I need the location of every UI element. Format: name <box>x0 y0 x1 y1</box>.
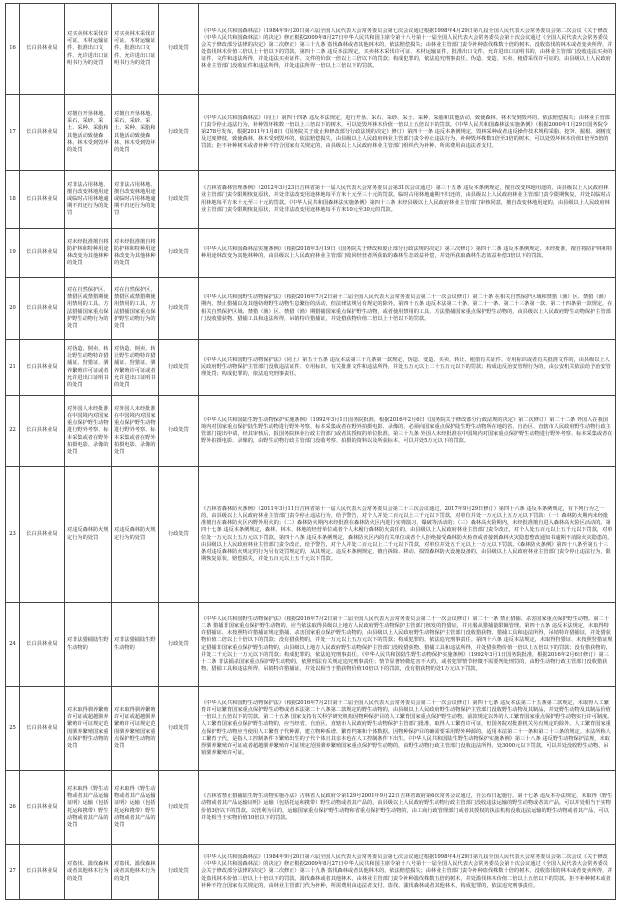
item-name-cell: 对违反森林防火规定行为的处罚 <box>65 467 112 603</box>
legal-basis-cell <box>199 171 616 229</box>
item-name-cell: 对未取得《野生动物或者其产品运输证明》运输（包括托运和携带）野生动物或者其产品的处罚 <box>65 771 112 845</box>
dept-cell: 长白县林业局 <box>20 603 65 687</box>
dept-cell: 长白县林业局 <box>20 467 65 603</box>
table-row <box>6 278 616 340</box>
sub-item-cell: 对买卖林木采伐许可证、木材运输证件、批准出口文件、允许进出口证明书行为的处罚 <box>112 4 159 95</box>
item-name-cell: 对非法占用林地、擅自改变林地用途或临时占用林地逾期不归还行为的处罚 <box>65 171 112 229</box>
legal-basis-cell <box>199 229 616 278</box>
table-row <box>6 687 616 771</box>
legal-basis-text: 《中华人民共和国森林法》（1984年9月20日第六届全国人民代表大会常务委员会第七次会议通过根据1998年4月29日第九届全国人民代表大会常务委员会第二次会议《关于修改〈中华人民共和国森林法〉的决定》修正根据2009年8月27日中华人民共和国主席令第十八号第十一届全国人民代表大会常务委员会第十次会议通过《全国人民代表大会常务委员会关于修改部分法律的决定》第二次修正）第三十九条 盗伐森林或者其他林木的，依法赔偿损失；由林业主管部门责令补种盗伐株数十倍的树木，没收盗伐的林木或者变卖所得，并处盗伐林木价值三倍以上十倍以下的罚款。滥伐森林或者其他林木，由林业主管部门责令补种滥伐株数五倍的树木，并处滥伐林木价值二倍以上五倍以下的罚款。拒不补种树木或者补种不符合国家有关规定的，由林业主管部门代为补种，所需费用由违法者支付。盗伐、滥伐森林或者其他林木，构成犯罪的，依法追究刑事责任。 <box>201 854 613 889</box>
legal-basis-text: 《中华人民共和国陆生野生动物保护实施条例》（1992年3月1日国务院批准，根据2016年2月6日《国务院关于修改部分行政法规的决定》第二次修订）第二十二条 外国人在我国境内对国家重点保护陆生野生动物进行野外考察、标本采集或者在野外拍摄电影、录像的，必须向国家重点保护陆生野生动物所在地的省、自治区、直辖市人民政府野生动物行政主管部门提出申请，经其审核后，报国务院林业行政主管部门或者其授权的单位批准。第三十九条 外国人未经批准在中国境内对国家重点保护野生动物进行野外考察、标本采集或者在野外拍摄电影、录像的，由野生动物行政主管部门没收考察、拍摄的资料以及所获标本，可以并处5万元以下的罚款。 <box>201 416 613 445</box>
row-number: 23 <box>6 467 20 603</box>
legal-basis-text: 《吉林省禁止猎捕陆生野生动物实施办法》吉林省人民政府令第129号2001年9月22日吉林省政府第6次常务会议通过，自公布日起施行。第十七条 违反本办法规定，未取得《野生动物或者其产品运输证明》运输（包括托运和携带）野生动物或者其产品的，由县级以上人民政府野生动物行政主管部门没收违法运输的野生动物或者其产品，可以并处相当于实物价值3倍以下的罚款。以营利为目的，运输国家重点保护野生动物和省重点保护野生动物的，由工商行政管理部门或者其授权的执法机构没收违法运输的野生动物或者其产品，可以并处相当于实物价值10倍以下的罚款。 <box>201 793 613 821</box>
row-number: 24 <box>6 603 20 687</box>
dept-cell: 长白县林业局 <box>20 95 65 171</box>
legal-basis-cell <box>199 467 616 603</box>
legal-basis-cell <box>199 687 616 771</box>
type-cell: 行政处罚 <box>159 278 199 340</box>
sub-item-cell: 对未取得驯养繁殖许可证或超越驯养繁殖许可证规定范围驯养繁殖国家重点保护野生动物的处罚 <box>112 687 159 771</box>
sub-item-cell: 对伪造、倒卖、转让野生动物特许猎捕证、狩猎证、驯养繁殖许可证或者允许进出口证明书的处罚 <box>112 340 159 396</box>
item-name-cell: 对伪造、倒卖、转让野生动物特许猎捕证、狩猎证、驯养繁殖许可证或者允许进出口证明书的处罚 <box>65 340 112 396</box>
row-number: 18 <box>6 171 20 229</box>
legal-basis-cell <box>199 771 616 845</box>
type-cell: 行政处罚 <box>159 603 199 687</box>
table-row <box>6 396 616 467</box>
type-cell: 行政处罚 <box>159 340 199 396</box>
row-number: 19 <box>6 229 20 278</box>
table-row <box>6 340 616 396</box>
type-cell: 行政处罚 <box>159 845 199 900</box>
table-row <box>6 4 616 95</box>
type-cell: 行政处罚 <box>159 4 199 95</box>
table-body <box>6 4 616 900</box>
sub-item-cell: 对外国人未经批准在中国境内对国家重点保护野生动物进行野外考察、标本采集或者在野外拍摄电影、录像的处罚 <box>112 396 159 467</box>
row-number: 22 <box>6 396 20 467</box>
regulation-table <box>5 3 616 900</box>
legal-basis-text: 《中华人民共和国森林法实施条例》（根据2018年3月19日《国务院关于修改和废止部分行政法规的决定》第三次修订）第四十二条 违反本条例规定，未经批准，擅自将防护林和特种用途林改变为其他林种的，由县级以上人民政府林业主管部门收回经营者所获取的森林生态效益补偿，并处所获取森林生态效益补偿3倍以下的罚款。 <box>201 245 613 259</box>
legal-basis-cell <box>199 4 616 95</box>
dept-cell: 长白县林业局 <box>20 278 65 340</box>
dept-cell: 长白县林业局 <box>20 845 65 900</box>
legal-basis-cell <box>199 340 616 396</box>
legal-basis-text: 《中华人民共和国野生动物保护法》（同上）第五十五条 违反本法第三十九条第一款规定，伪造、变造、买卖、转让、租借有关证件、专用标识或者有关批准文件的，由县级以上人民政府野生动物保护主管部门没收违法证件、专用标识、有关批准文件和违法所得，并处五万元以上二十五万元以下的罚款；构成违反治安管理行为的，由公安机关依法给予治安管理处罚；构成犯罪的，依法追究刑事责任。 <box>201 356 611 378</box>
type-cell: 行政处罚 <box>159 229 199 278</box>
sub-item-cell: 对非法猎捕陆生野生动物的 <box>112 603 159 687</box>
legal-basis-text: 《吉林省森林管理条例》（2012年3月23日吉林省第十一届人民代表大会常务委员会第31次会议通过）第三十五条 违反本条例规定，擅自改变林地用途的，由县级以上人民政府林业主管部门责令限期恢复原状，并处非法改变用途林地每平方米十元至三十元的罚款。临时占用林地逾期不归还的，由县级以上人民政府林业主管部门责令限期恢复，并处以临时占用林地每平方米十元至三十元的罚款。《中华人民共和国森林法实施条例》第四十三条 未经县级以上人民政府林业主管部门审核同意，擅自改变林地用途的，由县级以上人民政府林业主管部门责令限期恢复原状，并处非法改变用途林地每平方米10元至30元的罚款。 <box>201 185 611 213</box>
type-cell: 行政处罚 <box>159 171 199 229</box>
sub-item-cell: 对非法占用林地、擅自改变林地用途或临时占用林地逾期不归还行为的处罚 <box>112 171 159 229</box>
sub-item-cell: 对擅自开垦林地、采石、采砂、采土、采种、采脂和其他活动致使森林、林木受到毁坏的处罚 <box>112 95 159 171</box>
type-cell: 行政处罚 <box>159 396 199 467</box>
row-number: 25 <box>6 687 20 771</box>
item-name-cell: 对在自然保护区、禁猎区或禁猎期使用禁用的工具、方法猎捕国家重点保护野生动物行为的处罚 <box>65 278 112 340</box>
legal-basis-cell <box>199 278 616 340</box>
type-cell: 行政处罚 <box>159 687 199 771</box>
type-cell: 行政处罚 <box>159 467 199 603</box>
legal-basis-text: 《吉林省森林防火条例》（2011年3月11日吉林省第十一届人民代表大会常务委员会第二十三次会议通过，2017年9月29日修订）第四十六条 违反本条例规定，有下列行为之一的，由县级以上人民政府林业主管部门责令停止违法行为，给予警告，对个人并处二百元以上三千元以下罚款，对单位并处一万元以上五万元以下罚款：（一）森林防火期内未经批准擅自在森林防火区内野外用火的；（二）森林防火期内未经批准在森林防火区内进行实弹演习、爆破等活动的；（三）森林高火险期内，未经批准擅自进入森林高火险区活动的。第四十七条 违反本条例规定，森林、林木、林地的经营单位或者个人未履行森林防火责任的，由县级以上人民政府林业主管部门责令改正，对个人处五百元以上五千元以下罚款，对单位处一万元以上五万元以下罚款。第四十八条 违反本条例规定，森林防火区内的有关单位或者个人拒绝接受森林防火检查或者接到森林火灾隐患整改通知书逾期不消除火灾隐患的，由县级以上人民政府林业主管部门责令改正，给予警告，对个人并处二百元以上二千元以下罚款，对单位并处五千元以上一万元以下罚款。《森林防火条例》第四十八条至第五十三条对违反森林防火规定的行为另有处罚规定的，从其规定。违反本条例规定，擅自拆除、移动、损毁森林防火设施设备的，由县级以上人民政府林业主管部门责令停止违法行为，限期恢复原状，赔偿损失，并处五百元以上五千元以下罚款。 <box>201 506 613 562</box>
table-row <box>6 171 616 229</box>
item-name-cell: 对外国人未经批准在中国境内对国家重点保护野生动物进行野外考察、标本采集或者在野外拍摄电影、录像的处罚 <box>65 396 112 467</box>
table-row <box>6 467 616 603</box>
legal-basis-cell <box>199 95 616 171</box>
legal-basis-cell <box>199 845 616 900</box>
row-number: 21 <box>6 340 20 396</box>
sub-item-cell: 对未经批准擅自将防护林和特种用途林改变为其他林种的处罚 <box>112 229 159 278</box>
item-name-cell: 对擅自开垦林地、采石、采砂、采土、采种、采脂和其他活动致使森林、林木受到毁坏的处罚 <box>65 95 112 171</box>
row-number: 26 <box>6 771 20 845</box>
dept-cell: 长白县林业局 <box>20 771 65 845</box>
item-name-cell: 对未取得驯养繁殖许可证或超越驯养繁殖许可证规定范围驯养繁殖国家重点保护野生动物的处罚 <box>65 687 112 771</box>
table-row <box>6 229 616 278</box>
item-name-cell: 对盗伐、滥伐森林或者其他林木行为的处罚 <box>65 845 112 900</box>
table-row <box>6 771 616 845</box>
legal-basis-cell <box>199 396 616 467</box>
sub-item-cell: 对盗伐、滥伐森林或者其他林木行为的处罚 <box>112 845 159 900</box>
sub-item-cell: 对在自然保护区、禁猎区或禁猎期使用禁用的工具、方法猎捕国家重点保护野生动物行为的处罚 <box>112 278 159 340</box>
table-row <box>6 95 616 171</box>
row-number: 27 <box>6 845 20 900</box>
legal-basis-cell <box>199 603 616 687</box>
legal-basis-text: 《中华人民共和国野生动物保护法》（根据2016年7月2日第十二届全国人民代表大会常务委员会第二十一次会议修订）第四十七条 违反本法第二十五条第二款规定，未取得人工繁育许可证繁育国家重点保护野生动物或者本法第二十八条第二款规定的野生动物的，由县级以上人民政府野生动物保护主管部门没收野生动物及其制品，并处野生动物及其制品价值一倍以上五倍以下的罚款。第二十五条 国家支持有关科学研究机构因物种保护目的人工繁育国家重点保护野生动物。前款规定以外的人工繁育国家重点保护野生动物实行许可制度。人工繁育国家重点保护野生动物的，应当经省、自治区、直辖市人民政府野生动物保护主管部门批准，取得人工繁育许可证，但国务院对批准机关另有规定的除外。人工繁育国家重点保护野生动物应当使用人工繁育子代种源，建立物种系谱、繁育档案和个体数据。因物种保护目的确需要采用野外种源的，适用本法第二十一条和第二十三条的规定。本法所称人工繁育子代，是指人工控制条件下繁殖出生的子代个体且其亲本也在人工控制条件下出生。《中华人民共和国陆生野生动物保护实施条例》第三十八条 违反野生动物保护法规，未取得驯养繁殖许可证或者超越驯养繁殖许可证规定范围驯养繁殖国家重点保护野生动物的，由野生动物行政主管部门没收违法所得，处3000元以下罚款，可以并处没收野生动物、吊销驯养繁殖许可证。 <box>201 700 613 756</box>
dept-cell: 长白县林业局 <box>20 340 65 396</box>
sub-item-cell: 对未取得《野生动物或者其产品运输证明》运输（包括托运和携带）野生动物或者其产品的处罚 <box>112 771 159 845</box>
dept-cell: 长白县林业局 <box>20 171 65 229</box>
type-cell: 行政处罚 <box>159 771 199 845</box>
row-number: 17 <box>6 95 20 171</box>
row-number: 16 <box>6 4 20 95</box>
dept-cell: 长白县林业局 <box>20 229 65 278</box>
dept-cell: 长白县林业局 <box>20 396 65 467</box>
item-name-cell: 对非法猎捕陆生野生动物的 <box>65 603 112 687</box>
item-name-cell: 对买卖林木采伐许可证、木材运输证件、批准出口文件、允许进出口证明书行为的处罚 <box>65 4 112 95</box>
table-row <box>6 603 616 687</box>
dept-cell: 长白县林业局 <box>20 687 65 771</box>
legal-basis-text: 《中华人民共和国森林法》（1984年9月20日第六届全国人民代表大会常务委员会第七次会议通过根据1998年4月29日第九届全国人民代表大会常务委员会第二次会议《关于修改〈中华人民共和国森林法〉的决定》修正根据2009年8月27日中华人民共和国主席令第十八号第十一届全国人民代表大会常务委员会第十次会议通过《全国人民代表大会常务委员会关于修改部分法律的决定》第二次修正）第三十九条 盗伐森林或者其他林木的，依法赔偿损失；由林业主管部门责令补种盗伐株数十倍的树木，没收盗伐的林木或者变卖所得，并处盗伐林木价值三倍以上十倍以下的罚款。第四十二条 违反本法规定，买卖林木采伐许可证、木材运输证件、批准出口文件、允许进出口证明书的，由林业主管部门没收违法买卖的证件、文件和违法所得，并处违法买卖证件、文件的价款一倍以上三倍以下的罚款；构成犯罪的，依法追究刑事责任。伪造、变造、买卖、租借采伐许可证的，由县级以上人民政府林业主管部门没收证件和违法所得，并处违法所得一倍以上三倍以下的罚款。 <box>201 27 613 70</box>
legal-basis-text: 《中华人民共和国野生动物保护法》（根据2016年7月2日第十二届全国人民代表大会常务委员会第二十一次会议修订）第二十条 在相关自然保护区域和禁猎（渔）区、禁猎（渔）期内，禁止猎捕以及其他妨碍野生动物生息繁衍的活动，但法律法规另有规定的除外。第四十五条 违反本法第二十条、第二十一条、第二十三条第一款、第二十四条第一款规定，在相关自然保护区域、禁猎（渔）区、禁猎（渔）期猎捕国家重点保护野生动物，或者使用禁用的工具、方法猎捕国家重点保护野生动物的，由县级以上人民政府野生动物保护主管部门没收猎获物、猎捕工具和违法所得，吊销特许猎捕证，并处猎获物价值二倍以上十倍以下的罚款。 <box>201 294 613 322</box>
type-cell: 行政处罚 <box>159 95 199 171</box>
dept-cell: 长白县林业局 <box>20 4 65 95</box>
row-number: 20 <box>6 278 20 340</box>
legal-basis-text: 《中华人民共和国森林法》（同上）第四十四条 违反本法规定，进行开垦、采石、采砂、采土、采种、采脂和其他活动，致使森林、林木受到毁坏的，依法赔偿损失；由林业主管部门责令停止违法行为，补种毁坏株数一倍以上三倍以下的树木，可以处毁坏林木价值一倍以上五倍以下的罚款。《中华人民共和国森林法实施条例》（根据2000年1月29日国务院令第278号发布，根据2011年1月8日《国务院关于废止和修改部分行政法规的决定》修订）第四十一条 违反本条例规定，毁林采种或者违反操作技术规程采脂、挖笋、掘根、剥树皮及过度修枝，致使森林、林木受到毁坏的，依法赔偿损失，由县级以上人民政府林业主管部门责令停止违法行为，补种毁坏株数1倍至3倍的树木，可以处毁坏林木价值1倍至5倍的罚款；拒不补种树木或者补种不符合国家有关规定的，由县级以上人民政府林业主管部门组织代为补种，所需费用由违法者支付。 <box>201 114 612 150</box>
legal-basis-text: 《中华人民共和国野生动物保护法》（根据2016年7月2日第十二届全国人民代表大会常务委员会第二十一次会议修订）第二十一条 禁止猎捕、杀害国家重点保护野生动物。第二十二条 猎捕非国家重点保护野生动物的，应当依法取得县级以上地方人民政府野生动物保护主管部门核发的狩猎证，并且服从猎捕量限额管理。第四十五条 违反本法规定，未取得特许猎捕证、未按照特许猎捕证规定猎捕、杀害国家重点保护野生动物的，由县级以上人民政府野生动物保护主管部门没收猎获物、猎捕工具和违法所得，吊销特许猎捕证，并处猎获物价值二倍以上十倍以下的罚款；没有猎获物的，并处一万元以上五万元以下的罚款；构成犯罪的，依法追究刑事责任。第四十六条 违反本法规定，未取得狩猎证、未按照狩猎证规定猎捕非国家重点保护野生动物的，由县级以上地方人民政府野生动物保护主管部门没收猎获物、猎捕工具和违法所得，并处猎获物价值一倍以上五倍以下的罚款；没有猎获物的，并处二千元以上一万元以下的罚款；构成犯罪的，依法追究刑事责任。《中华人民共和国陆生野生动物保护实施条例》（1992年3月1日国务院批准，根据2016年2月6日修订）第三十二条 非法捕杀国家重点保护野生动物的，依照刑法有关规定追究刑事责任；情节显著轻微危害不大的，或者犯罪情节轻微不需要判处刑罚的，由野生动物行政主管部门没收猎获物、猎捕工具和违法所得，吊销特许猎捕证，并处以相当于猎获物价值10倍以下的罚款，没有猎获物的处1万元以下罚款。 <box>201 616 613 672</box>
sub-item-cell: 对违反森林防火规定行为的处罚 <box>112 467 159 603</box>
item-name-cell: 对未经批准擅自将防护林和特种用途林改变为其他林种的处罚 <box>65 229 112 278</box>
table-row <box>6 845 616 900</box>
